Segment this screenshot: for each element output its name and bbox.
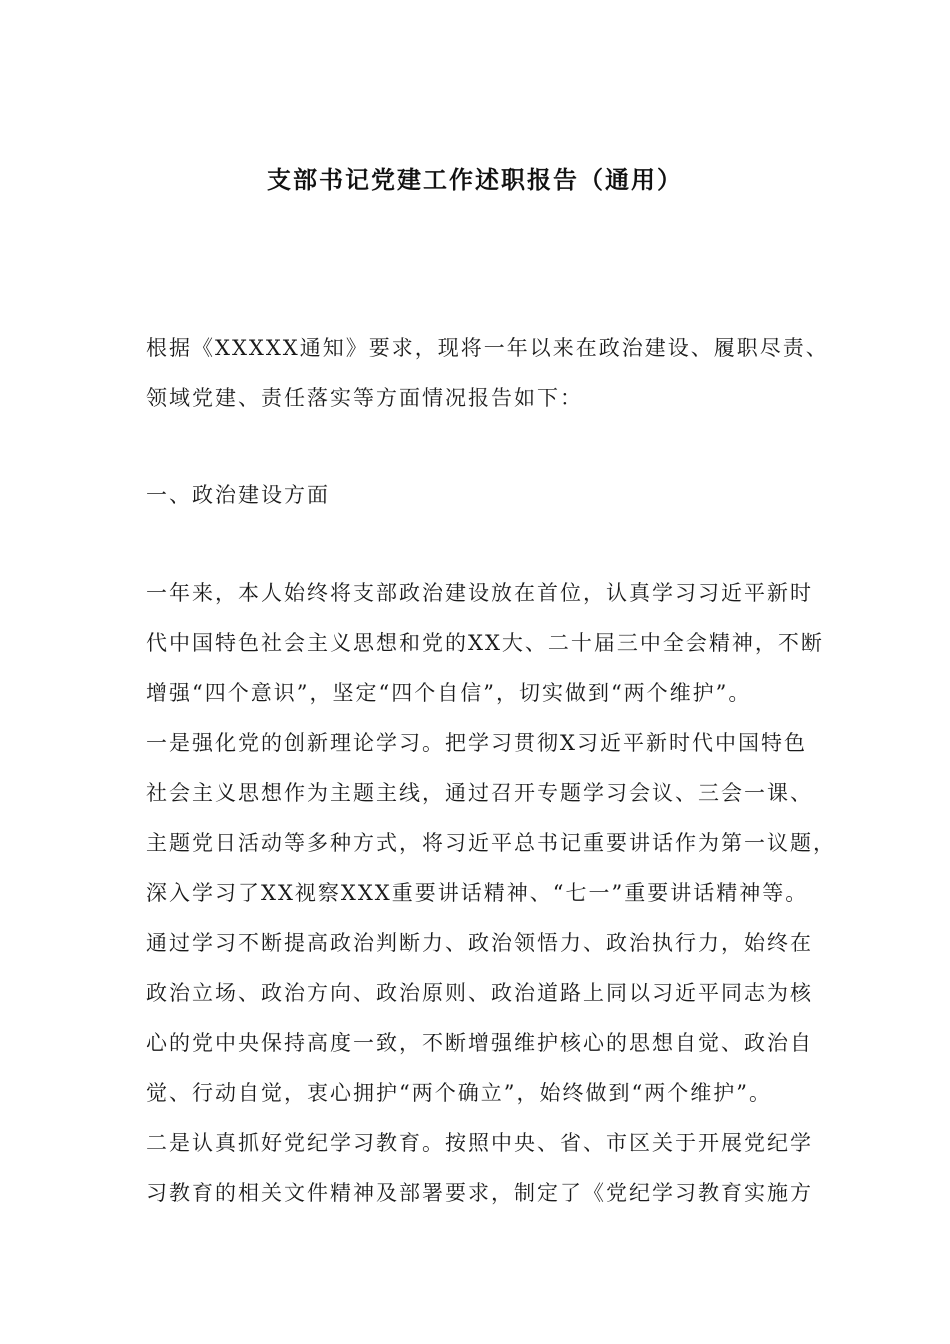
paragraph-line: 通过学习不断提高政治判断力、政治领悟力、政治执行力，始终在 [146, 931, 813, 955]
paragraph-line: 觉、行动自觉，衷心拥护“两个确立”，始终做到“两个维护”。 [146, 1081, 772, 1105]
paragraph-line: 一年来，本人始终将支部政治建设放在首位，认真学习习近平新时 [146, 581, 813, 605]
document-title: 支部书记党建工作述职报告（通用） [267, 165, 683, 194]
intro-line: 领域党建、责任落实等方面情况报告如下： [146, 386, 583, 410]
paragraph-line: 心的党中央保持高度一致，不断增强维护核心的思想自觉、政治自 [146, 1031, 813, 1055]
intro-line: 根据《XXXXX通知》要求，现将一年以来在政治建设、履职尽责、 [146, 336, 829, 360]
paragraph-line: 增强“四个意识”，坚定“四个自信”，切实做到“两个维护”。 [146, 681, 752, 705]
intro-paragraph [146, 323, 829, 423]
paragraph-line: 政治立场、政治方向、政治原则、政治道路上同以习近平同志为核 [146, 981, 813, 1005]
paragraph-line: 一是强化党的创新理论学习。把学习贯彻X习近平新时代中国特色 [146, 731, 807, 755]
paragraph-line: 习教育的相关文件精神及部署要求，制定了《党纪学习教育实施方 [146, 1181, 813, 1205]
paragraph-line: 深入学习了XX视察XXX重要讲话精神、“七一”重要讲话精神等。 [146, 881, 809, 905]
paragraph-line: 主题党日活动等多种方式，将习近平总书记重要讲话作为第一议题， [146, 831, 836, 855]
paragraph-line: 代中国特色社会主义思想和党的XX大、二十届三中全会精神，不断 [146, 631, 824, 655]
section-heading: 一、政治建设方面 [146, 483, 330, 507]
body-paragraph [146, 568, 836, 1218]
paragraph-line: 二是认真抓好党纪学习教育。按照中央、省、市区关于开展党纪学 [146, 1131, 813, 1155]
paragraph-line: 社会主义思想作为主题主线，通过召开专题学习会议、三会一课、 [146, 781, 813, 805]
